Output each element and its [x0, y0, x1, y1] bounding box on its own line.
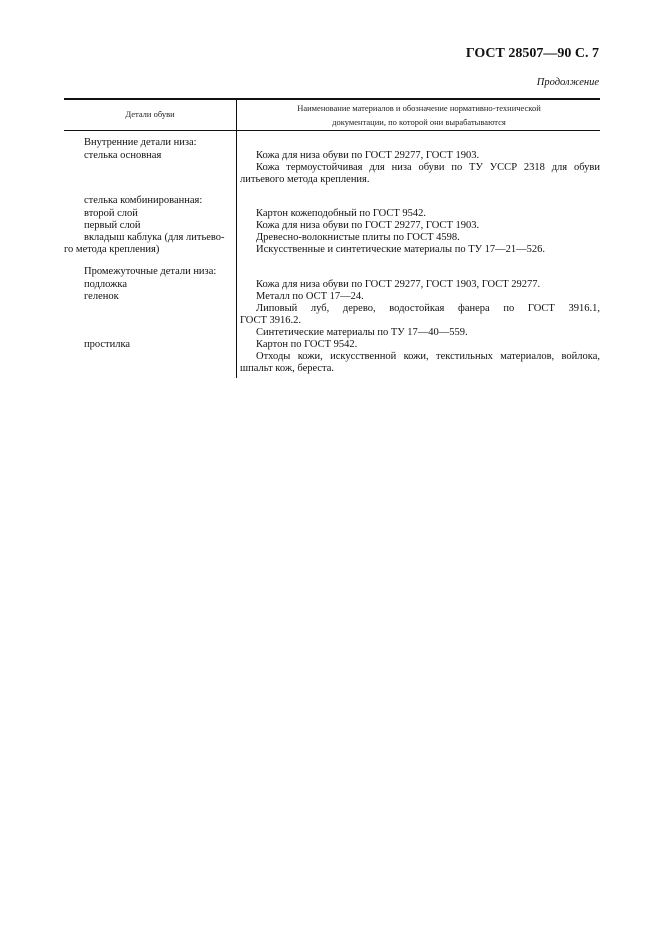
right-line-9: Металл по ОСТ 17—24.: [256, 291, 364, 302]
right-line-1: Кожа для низа обуви по ГОСТ 29277, ГОСТ 1903.: [256, 150, 480, 161]
right-line-8: Кожа для низа обуви по ГОСТ 29277, ГОСТ 1903, ГОСТ 29277.: [256, 279, 541, 290]
left-line-combined-insole: стелька комбинированная:: [84, 195, 203, 206]
left-line-heel-insert-cont: го метода крепления): [64, 244, 160, 255]
right-line-11: ГОСТ 3916.2.: [240, 315, 302, 326]
right-line-12: Синтетические материалы по ТУ 17—40—559.: [256, 327, 468, 338]
left-line-shank: геленок: [84, 291, 119, 302]
right-line-2: Кожа термоустойчивая для низа обуви по ТУ УССР 2318 для обуви: [256, 162, 600, 173]
left-line-second-layer: второй слой: [84, 208, 138, 219]
left-line-intermediate-parts: Промежуточные детали низа:: [84, 266, 217, 277]
right-line-4: Картон кожеподобный по ГОСТ 9542.: [256, 208, 427, 219]
right-line-5: Кожа для низа обуви по ГОСТ 29277, ГОСТ 1903.: [256, 220, 480, 231]
column-header-materials: [238, 101, 600, 129]
right-line-15: шпальт кож, береста.: [240, 363, 335, 374]
left-line-inner-parts: Внутренние детали низа:: [84, 137, 197, 148]
page-header-title: ГОСТ 28507—90 С. 7: [465, 46, 599, 61]
left-line-main-insole: стелька основная: [84, 150, 162, 161]
right-line-13: Картон по ГОСТ 9542.: [256, 339, 358, 350]
column-header-details: [64, 107, 236, 121]
left-line-filler: простилка: [84, 339, 131, 350]
table-column-divider: [236, 98, 237, 378]
left-line-first-layer: первый слой: [84, 220, 141, 231]
left-line-underlay: подложка: [84, 279, 127, 290]
table-header-bottom-rule: [64, 130, 600, 131]
left-line-heel-insert: вкладыш каблука (для литьево-: [84, 232, 225, 243]
right-line-3: литьевого метода крепления.: [240, 174, 370, 185]
right-line-7: Искусственные и синтетические материалы по ТУ 17—21—526.: [256, 244, 546, 255]
right-line-10: Липовый луб, дерево, водостойкая фанера по ГОСТ 3916.1,: [256, 303, 600, 314]
right-line-6: Древесно-волокнистые плиты по ГОСТ 4598.: [256, 232, 460, 243]
table-top-rule: [64, 98, 600, 100]
column-header-materials-line1: Наименование материалов и обозначение нормативно-технической: [297, 103, 541, 113]
column-header-details-text: Детали обуви: [125, 109, 175, 119]
right-line-14: Отходы кожи, искусственной кожи, текстильных материалов, войлока,: [256, 351, 600, 362]
column-header-materials-line2: документации, по которой они вырабатываются: [332, 117, 506, 127]
continuation-label: Продолжение: [536, 77, 599, 88]
